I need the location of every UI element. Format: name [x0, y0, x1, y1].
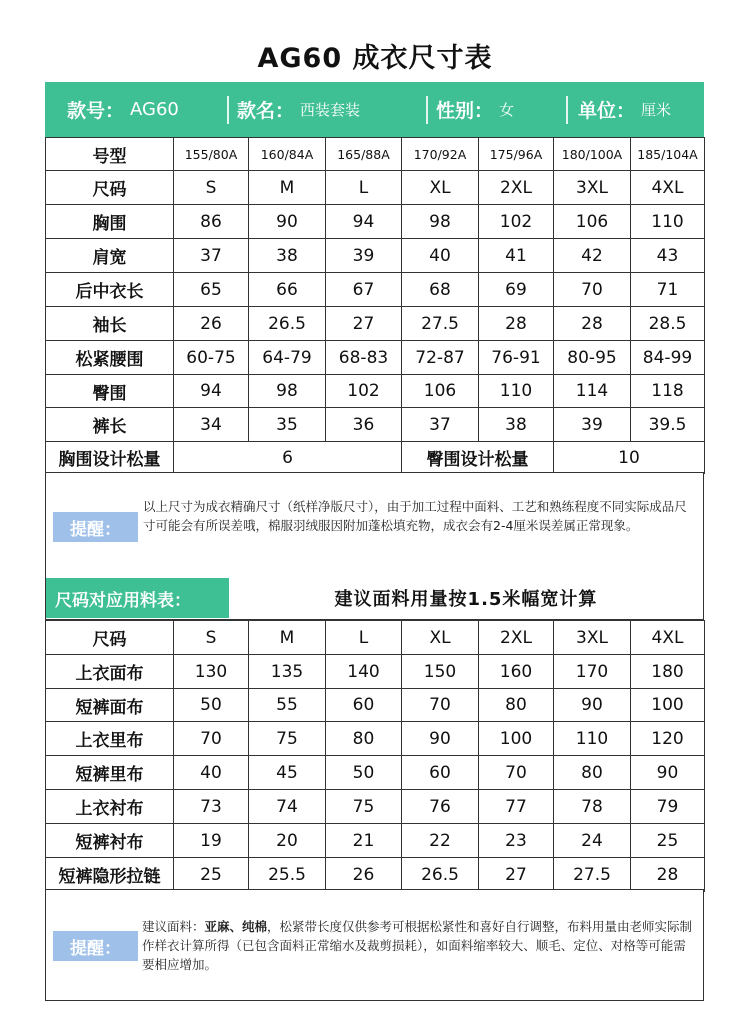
table-cell: 64-79: [249, 341, 326, 375]
fabric-reminder-rest: ，松紧带长度仅供参考可根据松紧性和喜好自行调整，布料用量由老师实际制作样衣计算所得（已包含面料正常缩水及裁剪损耗），如面料缩率较大、顺毛、定位、对格等可能需要相应增加。: [142, 919, 693, 972]
table-cell: 98: [249, 375, 326, 408]
table-cell: 170/92A: [402, 138, 479, 171]
reminder-tag: 提醒：: [53, 512, 138, 542]
table-cell: 70: [479, 756, 554, 790]
gender-value: 女: [499, 101, 515, 119]
table-cell: 28: [554, 307, 631, 341]
table-row: [46, 655, 705, 689]
table-cell: 150: [402, 655, 479, 689]
table-cell: 67: [326, 273, 402, 307]
table-cell: S: [174, 621, 249, 655]
table-cell: 155/80A: [174, 138, 249, 171]
table-row: [46, 722, 705, 756]
table-cell: 102: [479, 205, 554, 239]
table-cell: 39: [554, 408, 631, 442]
product-info-bar: [45, 82, 704, 137]
table-row: [46, 689, 705, 722]
unit-value: 厘米: [641, 101, 672, 119]
table-cell: 90: [554, 689, 631, 722]
gender-cell: [428, 82, 566, 137]
table-cell: 76-91: [479, 341, 554, 375]
table-cell: 28: [479, 307, 554, 341]
name-value: 西装套装: [300, 101, 361, 119]
table-cell: 100: [479, 722, 554, 756]
table-cell: 28.5: [631, 307, 705, 341]
row-label: 后中衣长: [46, 273, 174, 307]
fabric-table: [45, 620, 705, 892]
fabric-section-title: 建议面料用量按1.5米幅宽计算: [334, 589, 598, 610]
table-cell: 28: [631, 858, 705, 892]
table-cell: 80: [326, 722, 402, 756]
table-cell: 60: [326, 689, 402, 722]
row-label: 松紧腰围: [46, 341, 174, 375]
table-cell: 90: [249, 205, 326, 239]
table-row: [46, 273, 705, 307]
table-cell: 70: [174, 722, 249, 756]
table-cell: 70: [402, 689, 479, 722]
table-cell: 180: [631, 655, 705, 689]
table-cell: 77: [479, 790, 554, 824]
table-cell: L: [326, 171, 402, 205]
table-cell: 26.5: [249, 307, 326, 341]
row-label: 裤长: [46, 408, 174, 442]
table-cell: 165/88A: [326, 138, 402, 171]
row-label: 短裤衬布: [46, 824, 174, 858]
row-label: 尺码: [46, 621, 174, 655]
table-cell: 100: [631, 689, 705, 722]
chest-ease-label: 胸围设计松量: [46, 442, 174, 474]
table-cell: 26.5: [402, 858, 479, 892]
table-cell: 27.5: [402, 307, 479, 341]
row-label: 肩宽: [46, 239, 174, 273]
table-cell: 27: [479, 858, 554, 892]
table-cell: 76: [402, 790, 479, 824]
page-title: AG60 成衣尺寸表: [257, 43, 493, 74]
table-cell: 68: [402, 273, 479, 307]
table-cell: 41: [479, 239, 554, 273]
table-row: [46, 824, 705, 858]
table-cell: 71: [631, 273, 705, 307]
table-cell: 4XL: [631, 171, 705, 205]
table-row: [46, 138, 705, 171]
table-cell: 80: [479, 689, 554, 722]
table-row: [46, 171, 705, 205]
table-cell: 78: [554, 790, 631, 824]
table-cell: 25: [174, 858, 249, 892]
row-label: 袖长: [46, 307, 174, 341]
table-cell: 27.5: [554, 858, 631, 892]
table-cell: 180/100A: [554, 138, 631, 171]
row-label: 尺码: [46, 171, 174, 205]
row-label: 上衣衬布: [46, 790, 174, 824]
table-cell: 135: [249, 655, 326, 689]
table-cell: 106: [554, 205, 631, 239]
table-cell: 20: [249, 824, 326, 858]
table-row: [46, 858, 705, 892]
table-cell: 55: [249, 689, 326, 722]
table-cell: 175/96A: [479, 138, 554, 171]
style-no-cell: [45, 82, 227, 137]
table-cell: 120: [631, 722, 705, 756]
table-row: [46, 341, 705, 375]
fabric-section-header: [45, 578, 704, 620]
table-cell: 45: [249, 756, 326, 790]
table-cell: 2XL: [479, 621, 554, 655]
table-row: [46, 408, 705, 442]
hip-ease-value: 10: [554, 442, 705, 474]
table-cell: 130: [174, 655, 249, 689]
table-cell: S: [174, 171, 249, 205]
table-cell: 98: [402, 205, 479, 239]
header-divider: [566, 96, 568, 124]
table-cell: 94: [174, 375, 249, 408]
row-label: 号型: [46, 138, 174, 171]
table-cell: 21: [326, 824, 402, 858]
row-label: 胸围: [46, 205, 174, 239]
row-label: 上衣里布: [46, 722, 174, 756]
table-cell: 24: [554, 824, 631, 858]
fabric-reminder-box: [45, 889, 704, 1001]
table-cell: 106: [402, 375, 479, 408]
table-cell: 4XL: [631, 621, 705, 655]
row-label: 臀围: [46, 375, 174, 408]
row-label: 上衣面布: [46, 655, 174, 689]
unit-label: 单位：: [578, 100, 636, 122]
table-cell: 27: [326, 307, 402, 341]
chest-ease-value: 6: [174, 442, 402, 474]
fabric-reminder-text: [142, 917, 694, 974]
table-row: [46, 790, 705, 824]
table-cell: 79: [631, 790, 705, 824]
fabric-reminder-prefix: 建议面料：: [142, 919, 205, 934]
table-cell: 185/104A: [631, 138, 705, 171]
table-cell: L: [326, 621, 402, 655]
table-cell: 34: [174, 408, 249, 442]
table-cell: 80-95: [554, 341, 631, 375]
table-cell: 86: [174, 205, 249, 239]
table-cell: 37: [402, 408, 479, 442]
table-cell: 60-75: [174, 341, 249, 375]
table-cell: 68-83: [326, 341, 402, 375]
gender-label: 性别：: [436, 100, 494, 122]
table-cell: 114: [554, 375, 631, 408]
table-cell: 26: [326, 858, 402, 892]
table-cell: M: [249, 171, 326, 205]
table-cell: 43: [631, 239, 705, 273]
table-row: [46, 375, 705, 408]
fabric-section-tag: 尺码对应用料表：: [46, 578, 229, 618]
table-cell: 23: [479, 824, 554, 858]
table-cell: 75: [249, 722, 326, 756]
table-cell: 42: [554, 239, 631, 273]
table-cell: 90: [631, 756, 705, 790]
table-cell: 118: [631, 375, 705, 408]
table-cell: 25: [631, 824, 705, 858]
unit-cell: [568, 82, 698, 137]
table-cell: 84-99: [631, 341, 705, 375]
table-cell: 102: [326, 375, 402, 408]
table-cell: 90: [402, 722, 479, 756]
table-row: [46, 307, 705, 341]
table-cell: 80: [554, 756, 631, 790]
table-cell: 2XL: [479, 171, 554, 205]
table-cell: 40: [402, 239, 479, 273]
table-cell: 35: [249, 408, 326, 442]
table-cell: 160: [479, 655, 554, 689]
table-cell: 72-87: [402, 341, 479, 375]
table-row: [46, 756, 705, 790]
name-cell: [229, 82, 426, 137]
table-cell: 110: [479, 375, 554, 408]
table-cell: 73: [174, 790, 249, 824]
table-cell: 3XL: [554, 171, 631, 205]
reminder-text: 以上尺寸为成衣精确尺寸（纸样净版尺寸），由于加工过程中面料、工艺和熟练程度不同实际成品尺寸可能会有所误差哦，棉服羽绒服因附加蓬松填充物，成衣会有2-4厘米误差属正常现象。: [143, 499, 687, 533]
table-cell: 75: [326, 790, 402, 824]
table-cell: 74: [249, 790, 326, 824]
size-table: [45, 137, 705, 474]
table-cell: 26: [174, 307, 249, 341]
table-cell: 160/84A: [249, 138, 326, 171]
table-cell: 50: [174, 689, 249, 722]
fabric-reminder-tag: 提醒：: [53, 931, 138, 961]
table-cell: 70: [554, 273, 631, 307]
table-row: [46, 205, 705, 239]
table-cell: 22: [402, 824, 479, 858]
table-cell: 94: [326, 205, 402, 239]
table-cell: 60: [402, 756, 479, 790]
reminder-box: [45, 472, 704, 579]
row-label: 短裤隐形拉链: [46, 858, 174, 892]
table-cell: 39.5: [631, 408, 705, 442]
row-label: 短裤里布: [46, 756, 174, 790]
table-cell: 38: [479, 408, 554, 442]
style-no-label: 款号：: [67, 100, 125, 122]
table-cell: 19: [174, 824, 249, 858]
ease-row: [46, 442, 705, 474]
header-divider: [426, 96, 428, 124]
table-cell: 38: [249, 239, 326, 273]
table-cell: 3XL: [554, 621, 631, 655]
table-row: [46, 239, 705, 273]
row-label: 短裤面布: [46, 689, 174, 722]
style-no-value: AG60: [130, 99, 179, 120]
hip-ease-label: 臀围设计松量: [402, 442, 554, 474]
table-cell: 110: [631, 205, 705, 239]
table-row: [46, 621, 705, 655]
table-cell: 36: [326, 408, 402, 442]
header-divider: [227, 96, 229, 124]
table-cell: XL: [402, 171, 479, 205]
table-cell: 37: [174, 239, 249, 273]
table-cell: M: [249, 621, 326, 655]
table-cell: 65: [174, 273, 249, 307]
table-cell: 66: [249, 273, 326, 307]
table-cell: 69: [479, 273, 554, 307]
fabric-reminder-materials: 亚麻、纯棉: [204, 919, 268, 934]
name-label: 款名：: [237, 100, 295, 122]
table-cell: 110: [554, 722, 631, 756]
table-cell: XL: [402, 621, 479, 655]
table-cell: 50: [326, 756, 402, 790]
table-cell: 25.5: [249, 858, 326, 892]
table-cell: 40: [174, 756, 249, 790]
table-cell: 140: [326, 655, 402, 689]
table-cell: 39: [326, 239, 402, 273]
table-cell: 170: [554, 655, 631, 689]
